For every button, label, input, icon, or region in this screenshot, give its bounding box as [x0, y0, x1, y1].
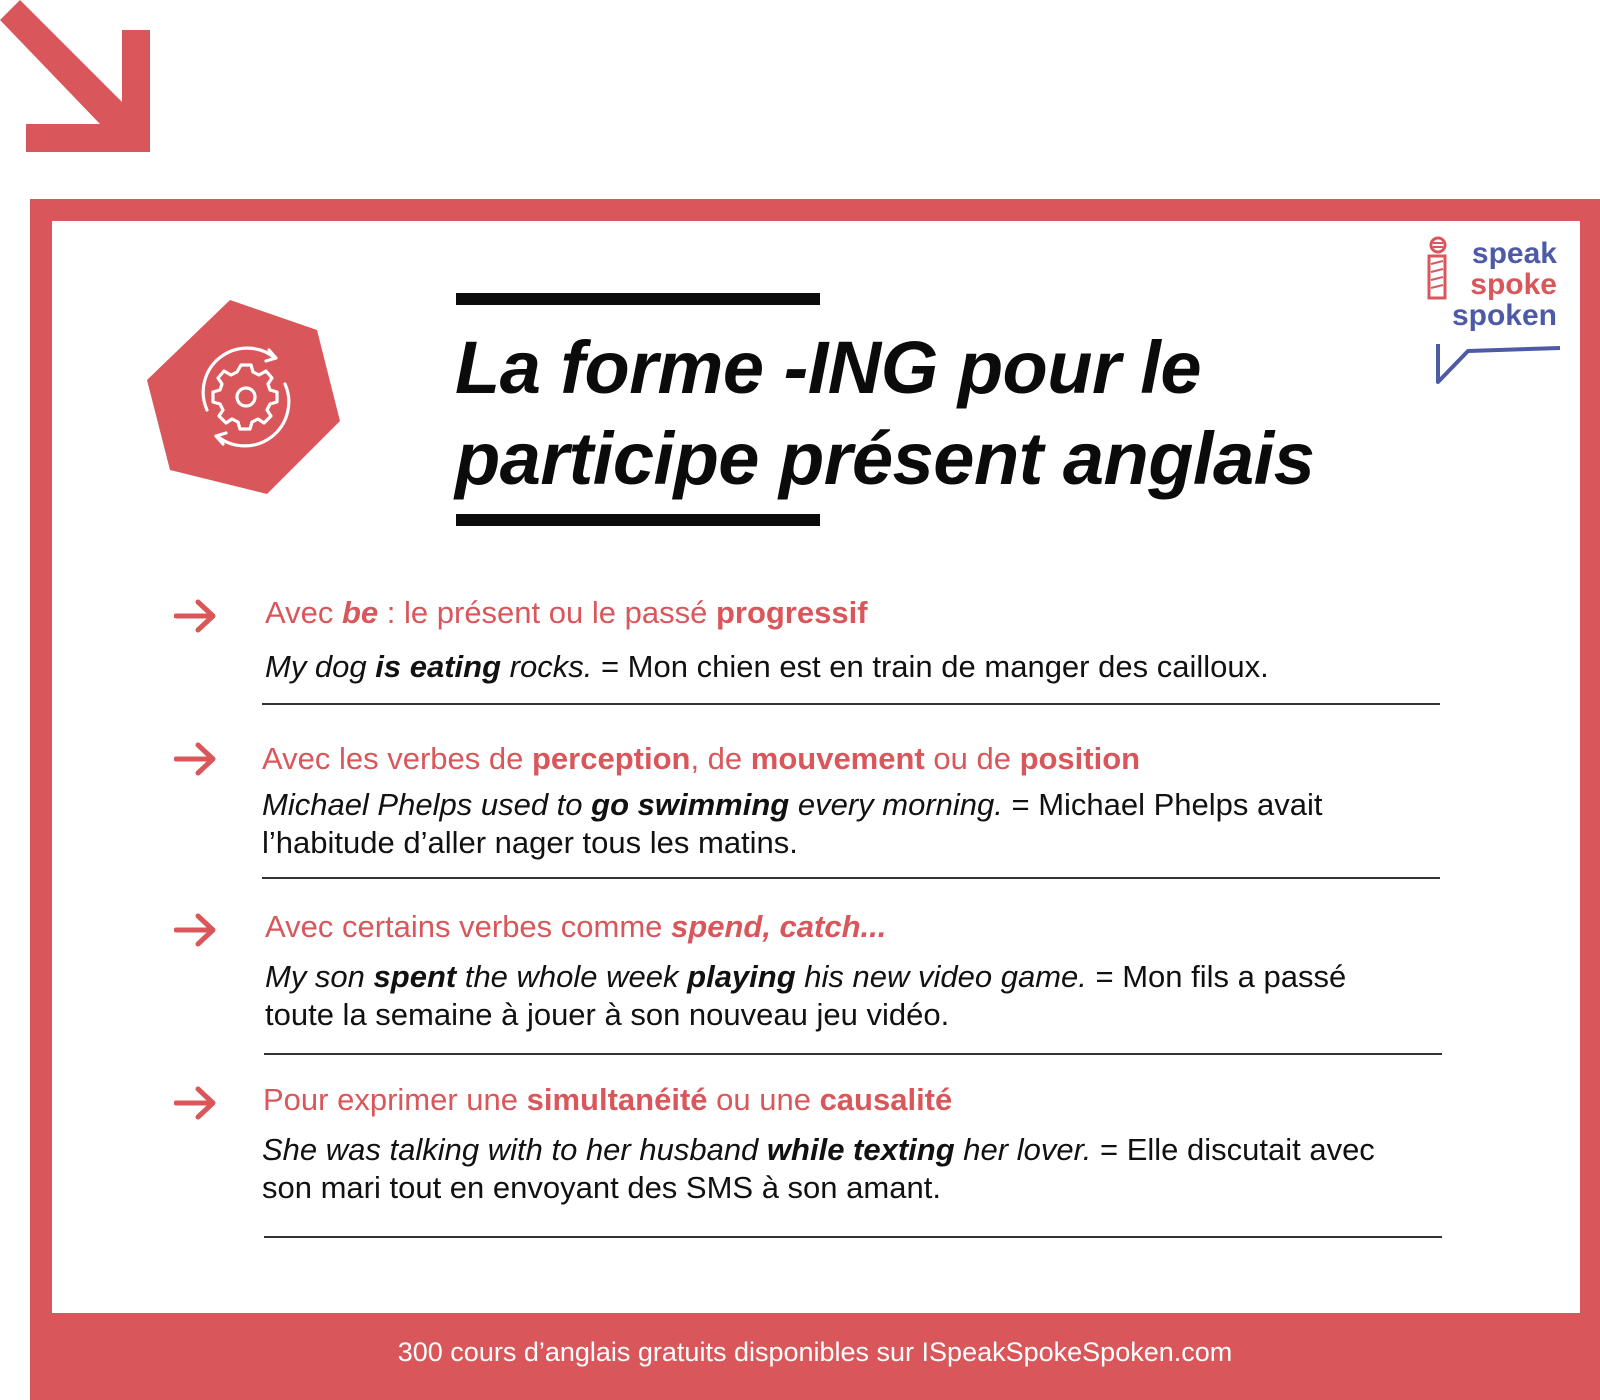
arrow-right-icon — [174, 912, 220, 948]
title-line-1: La forme -ING pour le — [455, 326, 1202, 409]
title-bar-top — [456, 293, 820, 305]
divider — [264, 1053, 1442, 1055]
corner-arrow-icon — [0, 0, 160, 160]
arrow-right-icon — [174, 1085, 220, 1121]
divider — [264, 1236, 1442, 1238]
divider — [262, 877, 1440, 879]
title-bar-bottom — [456, 514, 820, 526]
rule-heading: Avec les verbes de perception, de mouvement ou de position — [262, 741, 1141, 776]
title-line-2: participe présent anglais — [455, 417, 1315, 500]
page-title — [455, 322, 1435, 504]
rule-heading: Avec certains verbes comme spend, catch... — [265, 909, 887, 944]
gear-refresh-icon — [145, 298, 345, 498]
rule-heading: Avec be : le présent ou le passé progressif — [265, 595, 868, 630]
rule-example: My son spent the whole week playing his new video game. = Mon fils a passé toute la semaine à jouer à son nouveau jeu vidéo. — [265, 959, 1347, 1032]
logo-word-speak: speak — [1471, 237, 1557, 270]
rule-example: She was talking with to her husband while texting her lover. = Elle discutait avec son mari tout en envoyant des SMS à son amant. — [262, 1132, 1375, 1205]
arrow-right-icon — [174, 741, 220, 777]
arrow-right-icon — [174, 598, 220, 634]
rule-example: Michael Phelps used to go swimming every morning. = Michael Phelps avait l’habitude d’aller nager tous les matins. — [262, 787, 1323, 860]
brand-logo-text — [1442, 238, 1557, 331]
divider — [262, 703, 1440, 705]
logo-word-spoke: spoke — [1470, 268, 1557, 301]
footer-text: 300 cours d’anglais gratuits disponibles sur ISpeakSpokeSpoken.com — [397, 1337, 1233, 1367]
rule-heading: Pour exprimer une simultanéité ou une causalité — [263, 1082, 953, 1117]
logo-word-spoken: spoken — [1451, 299, 1557, 332]
rule-example: My dog is eating rocks. = Mon chien est en train de manger des cailloux. — [265, 649, 1269, 684]
